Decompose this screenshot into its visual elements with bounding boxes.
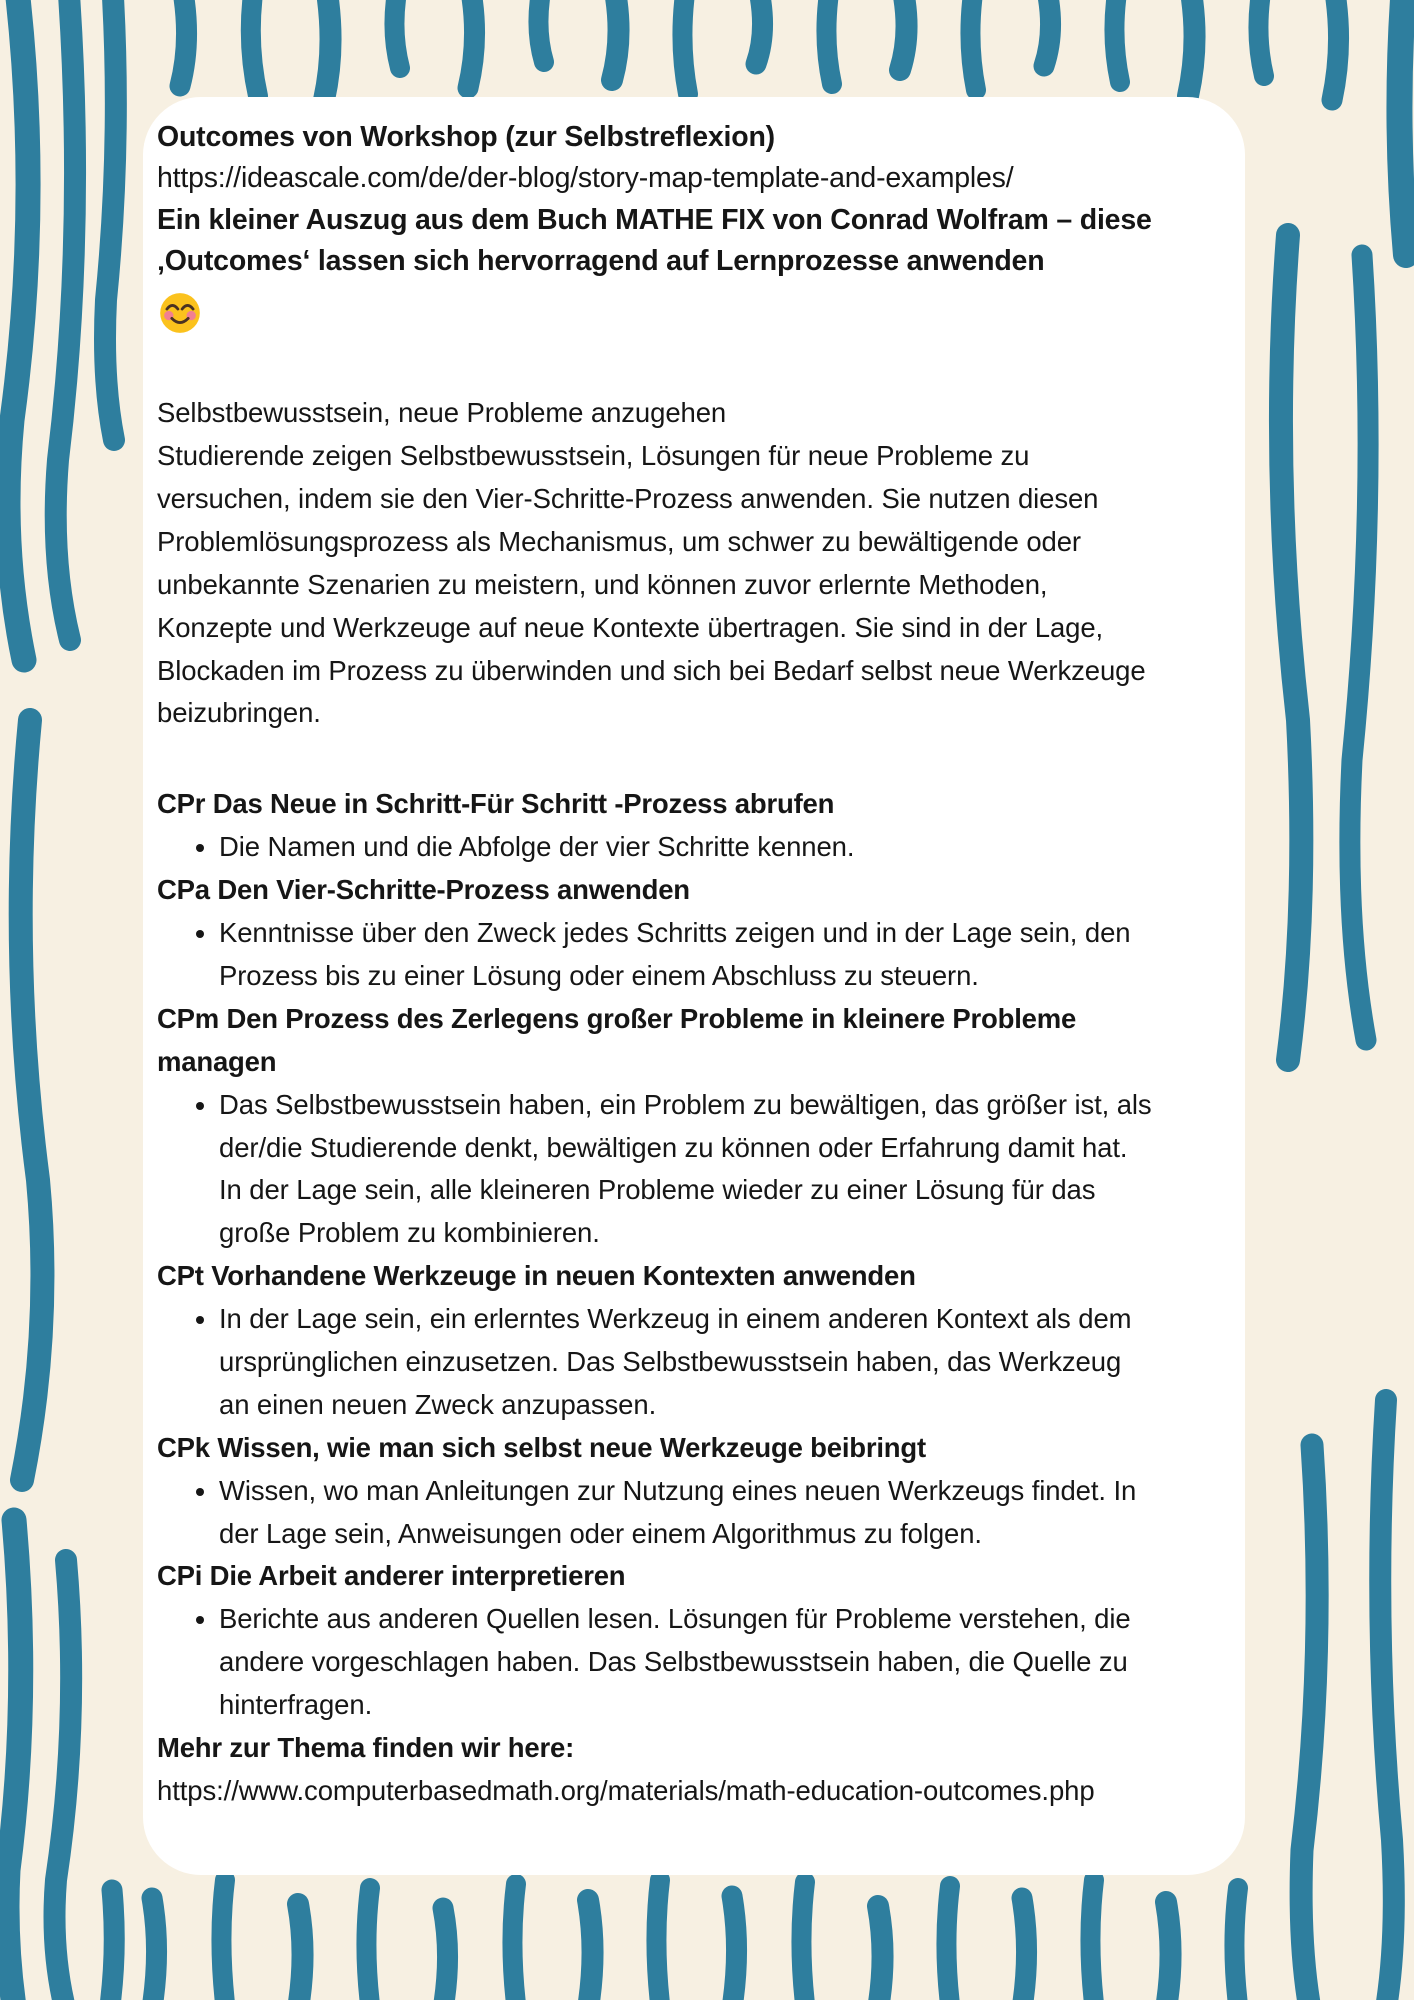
- section-heading-cpr: CPr Das Neue in Schritt-Für Schritt -Prozess abrufen: [157, 788, 835, 820]
- page-title: Outcomes von Workshop (zur Selbstreflexion): [157, 121, 775, 153]
- computerbasedmath-url-link[interactable]: https://www.computerbasedmath.org/materials/math-education-outcomes.php: [157, 1774, 1095, 1806]
- bullet-item: • Kenntnisse über den Zweck jedes Schritts zeigen und in der Lage sein, den Prozess bis zu einer Lösung oder einem Abschluss zu steuern.: [219, 912, 1153, 998]
- section-heading-cpk: CPk Wissen, wie man sich selbst neue Werkzeuge beibringt: [157, 1431, 926, 1463]
- section-cpk: [157, 1427, 1153, 1556]
- bullet-item: • Die Namen und die Abfolge der vier Schritte kennen.: [219, 826, 1153, 869]
- section-cpa: [157, 869, 1153, 998]
- smiling-face-emoji-icon: [159, 292, 201, 334]
- section-heading-cpm: CPm Den Prozess des Zerlegens großer Probleme in kleinere Probleme managen: [157, 1002, 1077, 1077]
- ideascale-url-link[interactable]: https://ideascale.com/de/der-blog/story-map-template-and-examples/: [157, 162, 1014, 195]
- section-cpi: [157, 1555, 1153, 1727]
- section-cpm: [157, 998, 1153, 1255]
- bullet-item: • In der Lage sein, ein erlerntes Werkzeug in einem anderen Kontext als dem ursprünglichen einzusetzen. Das Selbstbewusstsein haben, das Werkzeug an einen neuen Zweck anzupassen.: [219, 1298, 1153, 1427]
- section-heading-cpi: CPi Die Arbeit anderer interpretieren: [157, 1560, 626, 1592]
- section-heading-cpt: CPt Vorhandene Werkzeuge in neuen Kontexten anwenden: [157, 1260, 916, 1292]
- section-cpt: [157, 1255, 1153, 1427]
- section-cpr: [157, 783, 1153, 869]
- bullet-item: • Wissen, wo man Anleitungen zur Nutzung eines neuen Werkzeugs findet. In der Lage sein, Anweisungen oder einem Algorithmus zu folgen.: [219, 1470, 1153, 1556]
- bullet-item: • Das Selbstbewusstsein haben, ein Problem zu bewältigen, das größer ist, als der/die Studierende denkt, bewältigen zu können oder Erfahrung damit hat. In der Lage sein, alle kleineren Probleme wieder zu einer Lösung für das große Problem zu kombinieren.: [219, 1084, 1153, 1256]
- subtitle-text: Ein kleiner Auszug aus dem Buch MATHE FIX von Conrad Wolfram – diese ‚Outcomes‘ lassen sich hervorragend auf Lernprozesse anwenden: [157, 203, 1152, 277]
- emoji-row: [159, 292, 1153, 334]
- intro-heading: Selbstbewusstsein, neue Probleme anzugehen: [157, 397, 727, 429]
- bullet-item: • Berichte aus anderen Quellen lesen. Lösungen für Probleme verstehen, die andere vorgeschlagen haben. Das Selbstbewusstsein haben, die Quelle zu hinterfragen.: [219, 1598, 1153, 1727]
- intro-paragraph: Studierende zeigen Selbstbewusstsein, Lösungen für neue Probleme zu versuchen, indem sie den Vier-Schritte-Prozess anwenden. Sie nutzen diesen Problemlösungsprozess als Mechanismus, um schwer zu bewältigende oder unbekannte Szenarien zu meistern, und können zuvor erlernte Methoden, Konzepte und Werkzeuge auf neue Kontexte übertragen. Sie sind in der Lage, Blockaden im Prozess zu überwinden und sich bei Bedarf selbst neue Werkzeuge beizubringen.: [157, 440, 1146, 729]
- content-card: [143, 97, 1245, 1875]
- footer-heading: Mehr zur Thema finden wir here:: [157, 1731, 575, 1763]
- section-heading-cpa: CPa Den Vier-Schritte-Prozess anwenden: [157, 874, 690, 906]
